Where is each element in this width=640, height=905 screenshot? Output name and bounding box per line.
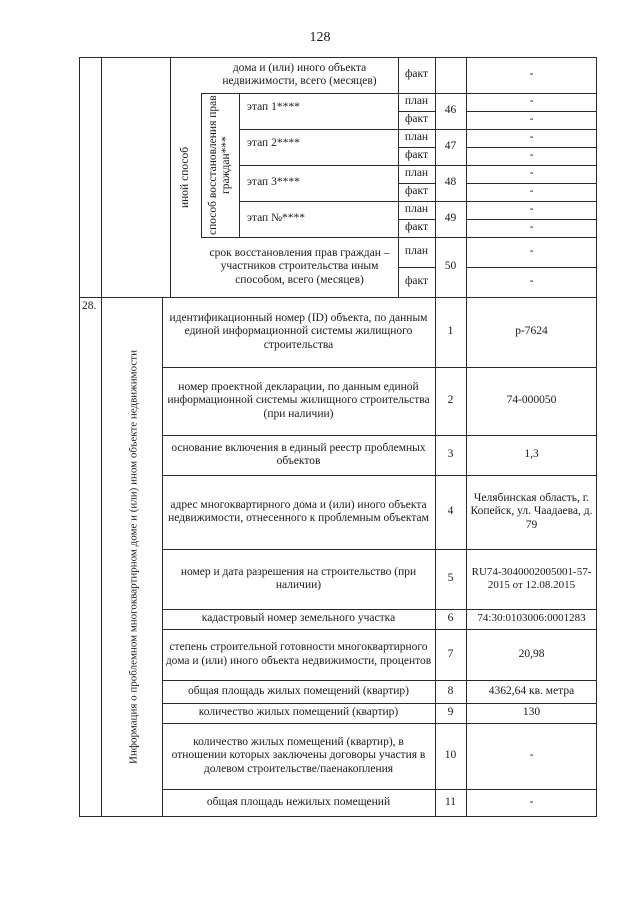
row-label: количество жилых помещений (квартир), в отношении которых заключены договоры участия в долевом строительстве/паенакопления	[171, 735, 426, 775]
row-label: номер и дата разрешения на строительство (при наличии)	[180, 565, 417, 591]
row-value: 1,3	[524, 448, 539, 461]
stage-plan-value: -	[529, 131, 534, 144]
row-label: адрес многоквартирного дома и (или) иного объекта недвижимости, отнесенного к проблемным объектам	[168, 498, 429, 524]
stage-code: 49	[444, 212, 457, 225]
page-number: 128	[309, 30, 331, 45]
row-code: 3	[447, 448, 454, 461]
row-value: 20,98	[518, 647, 545, 660]
data-table	[79, 57, 597, 817]
row-code: 4	[447, 505, 454, 518]
plan-label: план	[404, 131, 429, 144]
stage-name: этап 2****	[247, 137, 300, 149]
row-value: 74-000050	[506, 394, 557, 407]
vertical-sub-label: способ восстановления прав граждан***	[207, 95, 232, 235]
stage-fact-value: -	[529, 221, 534, 234]
row-code: 6	[447, 612, 454, 625]
stage-name: этап 3****	[247, 176, 300, 189]
plan-label: план	[404, 245, 429, 258]
section-number: 28.	[82, 300, 97, 312]
row-label: идентификационный номер (ID) объекта, по данным единой информационной системы жилищного строительства	[169, 311, 428, 351]
stage-name: этап №****	[247, 212, 306, 225]
vertical-group-label: иной способ	[179, 146, 191, 208]
fact-label: факт	[404, 113, 429, 126]
col-sep-number	[101, 57, 102, 817]
row-label: номер проектной декларации, по данным единой информационной системы жилищного строительства (при наличии)	[167, 380, 430, 420]
row-value: -	[529, 795, 534, 808]
fact-label: факт	[404, 149, 429, 162]
row-label: степень строительной готовности многоквартирного дома и (или) иного объекта недвижимости, процентов	[165, 641, 432, 667]
row-code: 10	[444, 749, 457, 762]
row-code: 5	[447, 572, 454, 585]
stage-fact-value: -	[529, 149, 534, 162]
row-code: 7	[447, 647, 454, 660]
table-border-left	[79, 57, 80, 817]
row-label: основание включения в единый реестр проблемных объектов	[171, 441, 426, 467]
row-value: RU74-3040002005001-57-2015 от 12.08.2015	[471, 565, 592, 591]
table-border-bottom	[79, 816, 597, 817]
term-text: срок восстановления прав граждан – участников строительства иным способом, всего (месяцев)	[209, 246, 390, 286]
row-value: -	[529, 749, 534, 762]
row-code: 9	[447, 706, 454, 719]
row-code: 11	[444, 795, 457, 808]
row-value: 4362,64 кв. метра	[488, 684, 575, 697]
plan-label: план	[404, 203, 429, 216]
row-label: кадастровый номер земельного участка	[201, 612, 396, 625]
stage-plan-value: -	[529, 203, 534, 216]
row-value: р-7624	[515, 325, 548, 338]
stage-fact-value: -	[529, 185, 534, 198]
row-label: количество жилых помещений (квартир)	[198, 706, 399, 719]
top-row-fact-label: факт	[404, 68, 429, 81]
top-row-value: -	[529, 68, 534, 81]
row-value: 74:30:0103006:0001283	[477, 612, 586, 625]
stage-plan-value: -	[529, 167, 534, 180]
fact-label: факт	[404, 221, 429, 234]
row-value: 130	[522, 706, 541, 719]
row-code: 1	[447, 325, 454, 338]
stage-plan-value: -	[529, 95, 534, 108]
row-value: Челябинская область, г. Копейск, ул. Чаадаева, д. 79	[470, 491, 593, 531]
stage-name: этап 1****	[247, 101, 300, 113]
row-label: общая площадь нежилых помещений	[206, 795, 391, 808]
top-row-text: дома и (или) иного объекта недвижимости, всего (месяцев)	[222, 61, 377, 87]
plan-label: план	[404, 95, 429, 108]
stage-code: 47	[444, 140, 457, 153]
term-plan-value: -	[529, 245, 534, 258]
row-code: 8	[447, 684, 454, 697]
row-code: 2	[447, 394, 454, 407]
fact-label: факт	[404, 185, 429, 198]
stage-fact-value: -	[529, 113, 534, 126]
term-code: 50	[444, 260, 457, 273]
section-vertical-title: Информация о проблемном многоквартирном доме и (или) ином объекте недвижимости	[127, 350, 140, 764]
fact-label: факт	[404, 275, 429, 288]
stage-code: 48	[444, 176, 457, 189]
row-label: общая площадь жилых помещений (квартир)	[187, 684, 409, 697]
plan-label: план	[404, 167, 429, 180]
stage-code: 46	[444, 104, 457, 117]
term-fact-value: -	[529, 275, 534, 288]
